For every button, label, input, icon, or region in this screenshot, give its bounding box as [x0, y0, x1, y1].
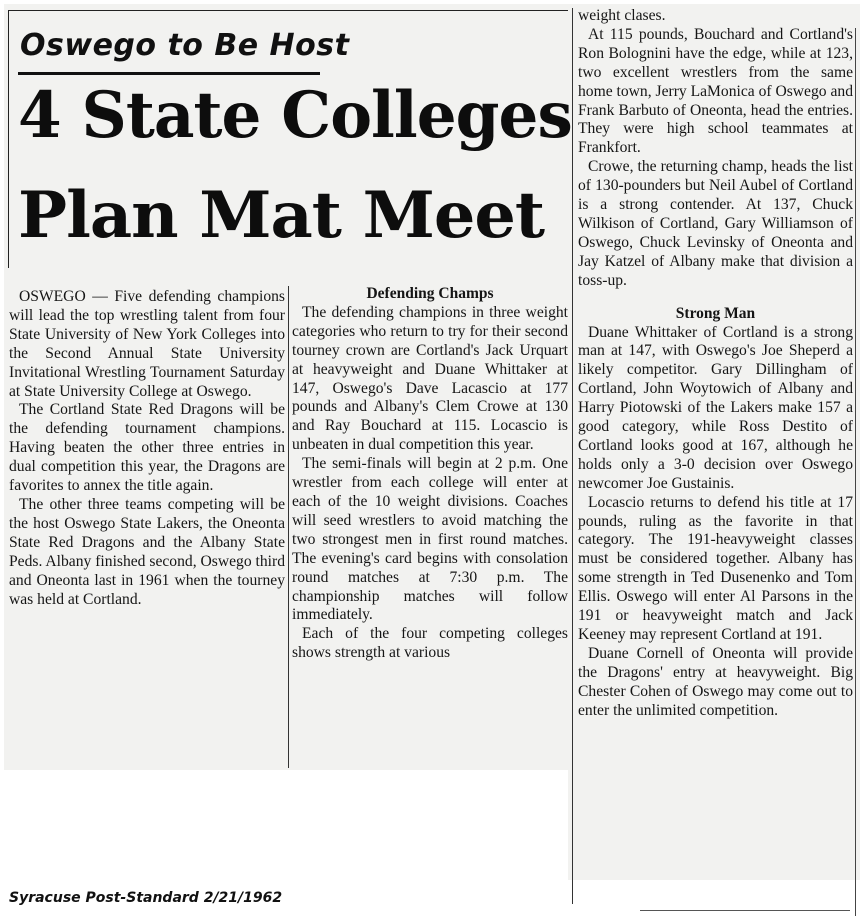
- clipping-right-border: [855, 28, 856, 916]
- article-column-1: [9, 288, 285, 609]
- kicker-underline: [18, 72, 320, 75]
- headline-line-2: Plan Mat Meet: [18, 178, 545, 253]
- subhead-strong-man: Strong Man: [675, 304, 756, 322]
- column-rule-1: [288, 286, 289, 768]
- paragraph-1: OSWEGO — Five defending champions will lead the top wrestling talent from four State University of New York Colleges into the Second Annual State University Invitational Wrestling Tournament Saturday at State University College at Oswego.: [9, 288, 285, 400]
- clipping-left-border: [8, 10, 9, 268]
- paragraph-4: The defending champions in three weight categories who return to try for their second tourney crown are Cortland's Jack Urquart at heavyweight and Duane Whittaker at 147, Oswego's Dave Lacascio at 177 pounds and Albany's Clem Crowe at 130 and Ray Bouchard at 115. Locascio is unbeaten in dual competition this year.: [292, 303, 568, 454]
- paragraph-8: At 115 pounds, Bouchard and Cortland's Ron Bolognini have the edge, while at 123, two excellent wrestlers from the same home town, Jerry LaMonica of Oswego and Frank Barbuto of Oneonta, head the entries. They were high school teammates at Frankfort.: [578, 25, 853, 157]
- paragraph-7: weight clases.: [578, 7, 666, 24]
- source-caption: Syracuse Post-Standard 2/21/1962: [9, 890, 283, 906]
- paragraph-3: The other three teams competing will be the host Oswego State Lakers, the Oneonta State Red Dragons and the Albany State Peds. Albany finished second, Oswego third and Oneonta last in 1961 when the tourney was held at Cortland.: [9, 495, 285, 608]
- article-kicker: Oswego to Be Host: [20, 28, 350, 63]
- column-rule-2: [572, 8, 573, 904]
- article-column-3: [578, 7, 853, 721]
- paragraph-9: Crowe, the returning champ, heads the list of 130-pounders but Neil Aubel of Cortland is a strong contender. At 137, Chuck Wilkison of Cortland, Gary Williamson of Oswego, Chuck Levinsky of Oneonta and Jay Katzel of Albany make that division a toss-up.: [578, 158, 853, 289]
- subhead-defending-champs: Defending Champs: [366, 285, 494, 302]
- article-column-2: [292, 285, 568, 663]
- paragraph-2: The Cortland State Red Dragons will be the defending tournament champions. Having beaten the other three entries in dual competition this year, the Dragons are favorites to annex the title again.: [9, 401, 285, 495]
- newspaper-clipping-lower-left-gap: [4, 770, 568, 880]
- clipping-bottom-rule: [640, 910, 850, 911]
- headline-line-1: 4 State Colleges: [18, 78, 572, 153]
- paragraph-6: Each of the four competing colleges shows strength at various: [292, 625, 568, 662]
- clipping-top-border: [8, 10, 568, 11]
- paragraph-10: Duane Whittaker of Cortland is a strong man at 147, with Oswego's Joe Sheperd a likely competitor. Gary Dillingham of Cortland, John Woytowich of Albany and Harry Piotowski of the Lakers make 157 a good category, while Ross Destito of Cortland looks good at 167, although he holds only a 3-0 decision over Oswego newcomer Joe Gustainis.: [578, 323, 853, 492]
- paragraph-5: The semi-finals will begin at 2 p.m. One wrestler from each college will enter at each of the 10 weight divisions. Coaches will seed wrestlers to avoid matching the two strongest men in first round matches. The evening's card begins with consolation round matches at 7:30 p.m. The championship matches will follow immediately.: [292, 455, 568, 624]
- paragraph-12: Duane Cornell of Oneonta will provide the Dragons' entry at heavyweight. Big Chester Cohen of Oswego may come out to enter the unlimited competition.: [578, 644, 853, 719]
- paragraph-11: Locascio returns to defend his title at 17 pounds, ruling as the favorite in that category. The 191-heavyweight classes must be considered together. Albany has some strength in Ted Dusenenko and Tom Ellis. Oswego will enter Al Parsons in the 191 or heavyweight match and Jack Keeney may represent Cortland at 191.: [578, 493, 853, 643]
